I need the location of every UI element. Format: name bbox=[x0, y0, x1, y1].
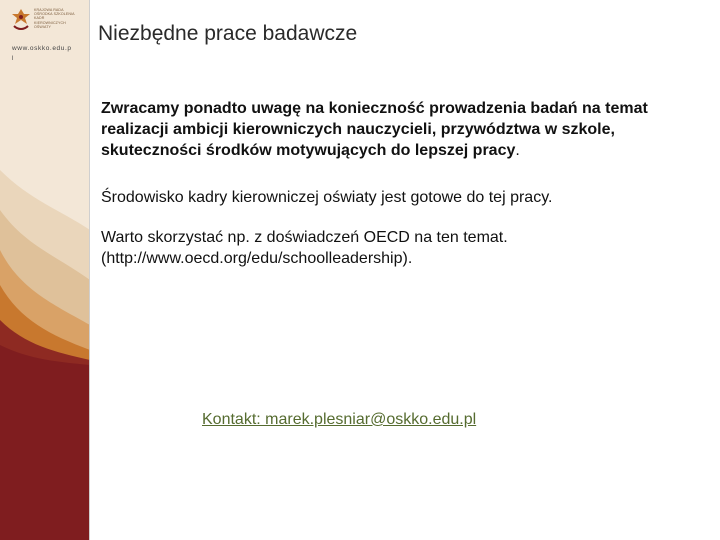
sidebar-website-url: www.oskko.edu.pl bbox=[12, 45, 72, 62]
logo-emblem-icon bbox=[10, 8, 32, 32]
page-title: Niezbędne prace badawcze bbox=[98, 22, 358, 45]
organization-logo bbox=[10, 8, 78, 42]
paragraph-oecd-line-1: Warto skorzystać np. z doświadczeń OECD na ten temat. bbox=[101, 229, 508, 246]
paragraph-oecd bbox=[101, 227, 701, 269]
paragraph-research-needs-period: . bbox=[515, 142, 520, 159]
paragraph-readiness: Środowisko kadry kierowniczej oświaty jest gotowe do tej pracy. bbox=[101, 189, 553, 206]
contact-email-link[interactable]: Kontakt: marek.plesniar@oskko.edu.pl bbox=[202, 411, 477, 428]
paragraph-research-needs-text: Zwracamy ponadto uwagę na konieczność prowadzenia badań na temat realizacji ambicji kierowniczych nauczycieli, przywództwa w szkole, skuteczności środków motywujących do lepszej pracy bbox=[101, 100, 648, 159]
sidebar-wave-graphic bbox=[0, 0, 90, 540]
decorative-sidebar bbox=[0, 0, 90, 540]
slide-body bbox=[101, 98, 701, 269]
paragraph-research-needs bbox=[101, 98, 701, 161]
logo-text: KRAJOWA RADA OŚRODKA SZKOLENIA KADR KIEROWNICZYCH OŚWIATY bbox=[34, 8, 75, 29]
paragraph-oecd-line-2: (http://www.oecd.org/edu/schoolleadership). bbox=[101, 250, 413, 267]
